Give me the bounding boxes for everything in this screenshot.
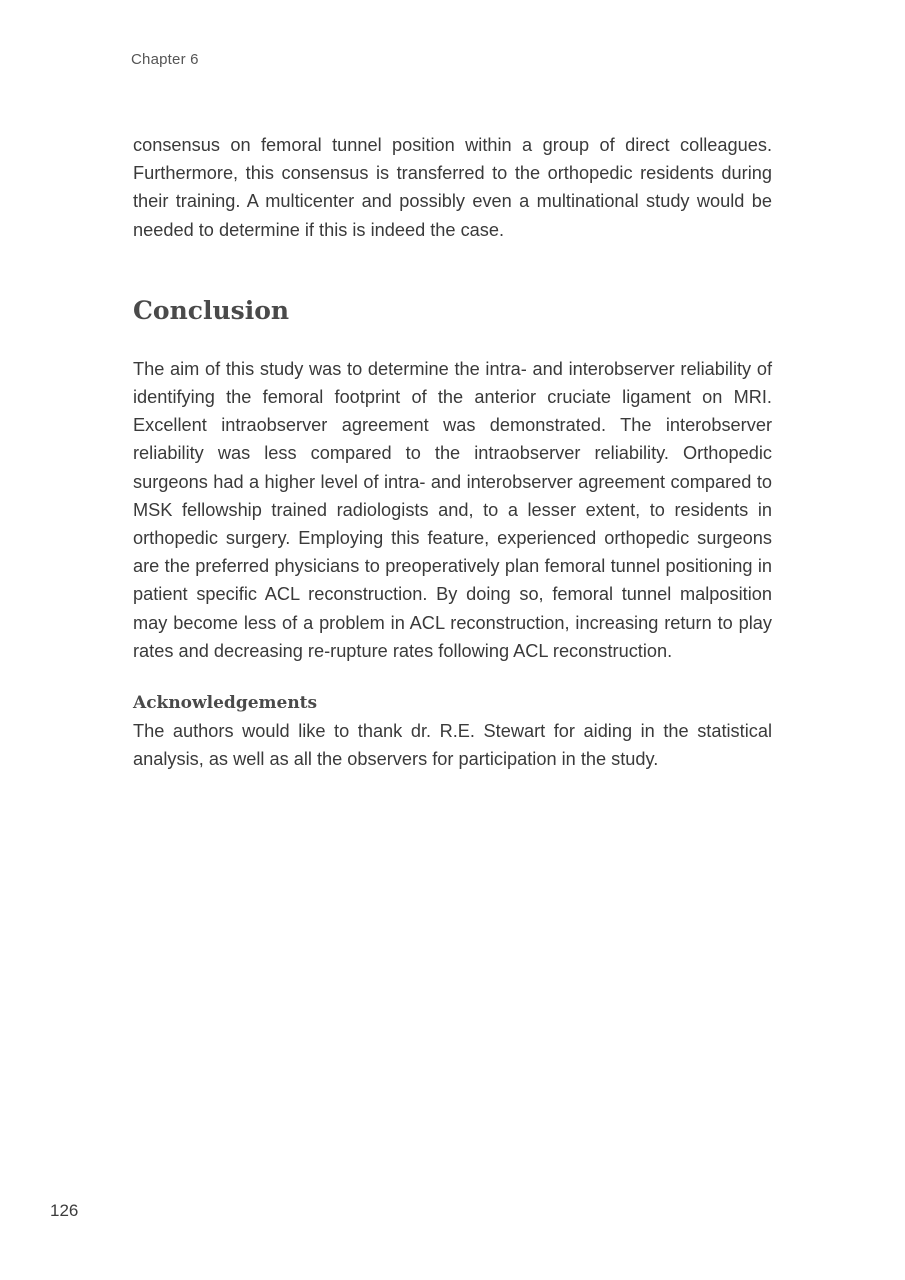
conclusion-heading: Conclusion xyxy=(133,295,290,325)
acknowledgements-heading: Acknowledgements xyxy=(133,693,318,714)
page-number: 126 xyxy=(50,1201,79,1220)
running-header-chapter: Chapter 6 xyxy=(131,51,199,68)
conclusion-paragraph: The aim of this study was to determine the intra- and interobserver reliability of identifying the femoral footprint of the anterior cruciate ligament on MRI. Excellent intraobserver agreement was demonstrated. The interobserver reliability was less compared to the intraobserver reliability. Orthopedic surgeons had a higher level of intra- and interobserver agreement compared to MSK fellowship trained radiologists and, to a lesser extent, to residents in orthopedic surgery. Employing this feature, experienced orthopedic surgeons are the preferred physicians to preoperatively plan femoral tunnel positioning in patient specific ACL reconstruction. By doing so, femoral tunnel malposition may become less of a problem in ACL reconstruction, increasing return to play rates and decreasing re-rupture rates following ACL reconstruction. xyxy=(133,358,772,661)
page-content xyxy=(133,131,772,773)
intro-paragraph: consensus on femoral tunnel position within a group of direct colleagues. Furthermore, this consensus is transferred to the orthopedic residents during their training. A multicenter and possibly even a multinational study would be needed to determine if this is indeed the case. xyxy=(133,135,772,240)
acknowledgements-paragraph: The authors would like to thank dr. R.E. Stewart for aiding in the statistical analysis, as well as all the observers for participation in the study. xyxy=(133,721,772,770)
